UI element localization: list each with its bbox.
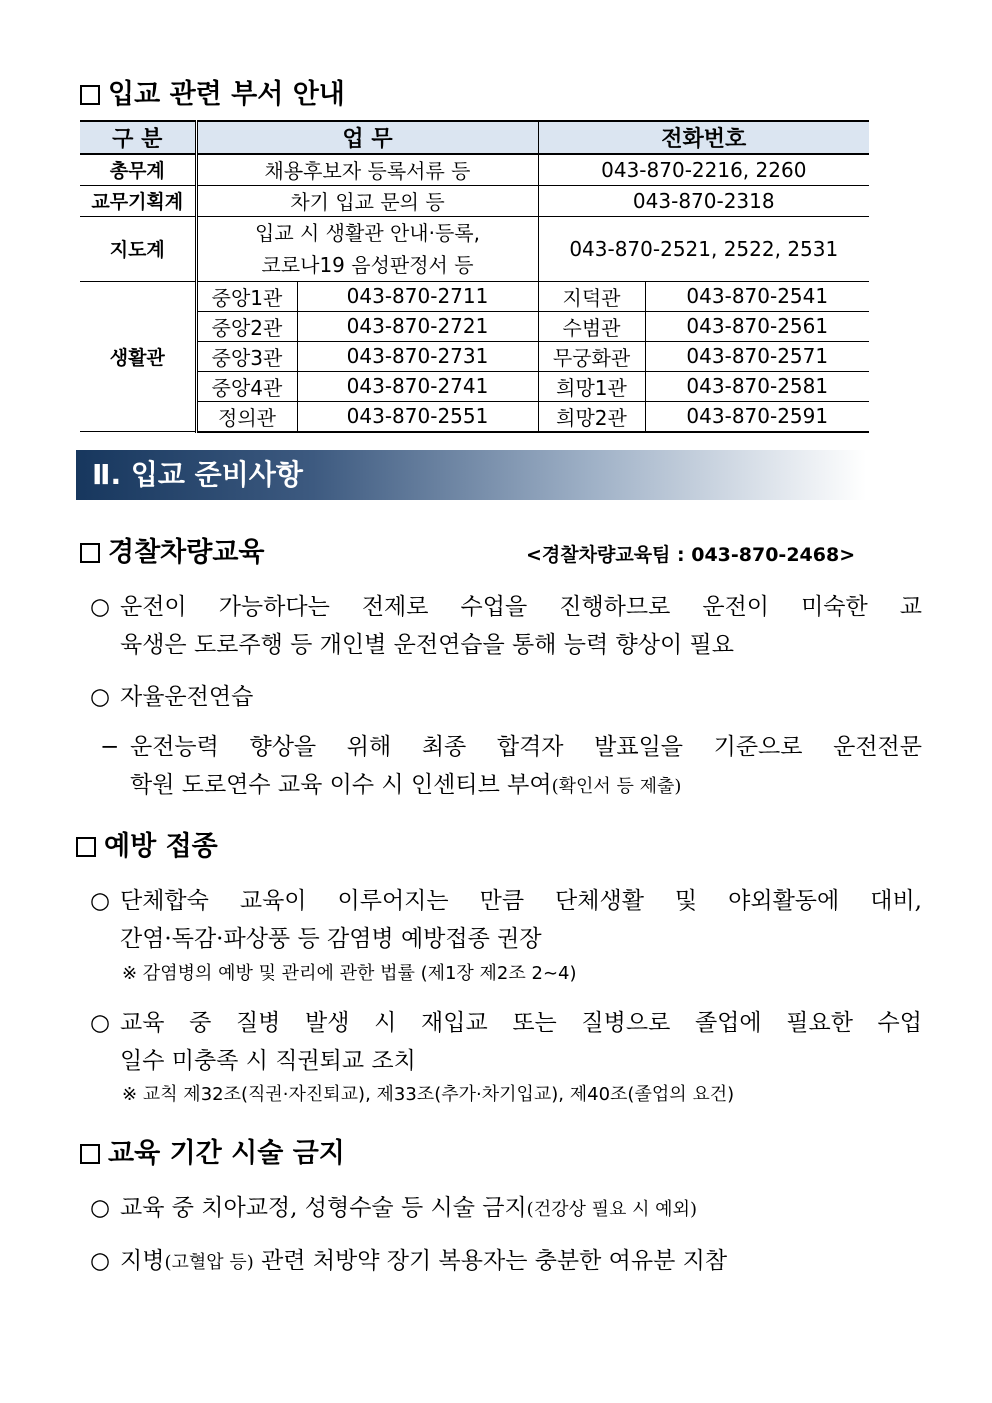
section-title: Ⅱ. 입교 준비사항 [92,458,303,491]
bullet-text: 자율운전연습 [120,684,254,710]
dorm-phone: 043-870-2551 [297,401,538,432]
bullet-text-continued: 간염·독감·파상풍 등 감염병 예방접종 권장 [120,926,542,952]
dorm-name: 중앙2관 [196,311,297,341]
task-line: 코로나19 음성판정서 등 [261,252,474,277]
section-title-bar [76,450,866,500]
dorm-phone: 043-870-2581 [645,371,869,401]
dash-text-main: 학원 도로연수 교육 이수 시 인센티브 부여 [130,772,552,798]
bullet-item [90,882,922,920]
task-cell: 차기 입교 문의 등 [196,185,538,216]
bullet-text-continued: 일수 미충족 시 직권퇴교 조치 [120,1048,416,1074]
checkbox-square-icon [80,1144,100,1164]
subheading-police-vehicle [80,536,265,570]
department-table [80,120,869,433]
subheading-vaccination [76,830,218,864]
bullet-item [90,1004,922,1042]
dorm-name: 희망2관 [538,401,645,432]
bullet-text: 지병 [120,1248,165,1274]
circle-bullet-icon: ○ [90,1010,111,1036]
bullet-text: 교육 중 치아교정, 성형수술 등 시술 금지 [120,1195,527,1221]
contact-info: <경찰차량교육팀 : 043-870-2468> [526,544,856,566]
dorm-phone: 043-870-2741 [297,371,538,401]
section-heading-text: 입교 관련 부서 안내 [108,79,345,110]
checkbox-square-icon [80,85,100,105]
dorm-phone: 043-870-2571 [645,341,869,371]
header-phone: 전화번호 [538,121,869,154]
task-cell [196,216,538,281]
bullet-item [90,1242,727,1282]
dorm-phone: 043-870-2721 [297,311,538,341]
category-cell: 생활관 [80,281,196,432]
dash-bullet-icon: − [100,734,120,760]
dash-text-continued [130,766,681,806]
dorm-phone: 043-870-2731 [297,341,538,371]
dorm-row [80,401,869,432]
section-heading-departments [80,78,345,112]
table-row [80,154,869,185]
dorm-row [80,341,869,371]
bullet-text-small: (고혈압 등) [164,1252,254,1273]
bullet-item [90,588,922,626]
header-category: 구 분 [80,121,196,154]
table-header-row [80,121,869,154]
dorm-phone: 043-870-2541 [645,281,869,311]
bullet-text-small: (건강상 필요 시 예외) [526,1199,697,1220]
dorm-row [80,281,869,311]
reference-note: ※ 교칙 제32조(직권·자진퇴교), 제33조(추가·차기입교), 제40조(졸업의 요건) [122,1084,735,1105]
dorm-name: 무궁화관 [538,341,645,371]
subheading-text: 교육 기간 시술 금지 [108,1138,345,1169]
header-task: 업 무 [196,121,538,154]
dorm-name: 수범관 [538,311,645,341]
bullet-text: 관련 처방약 장기 복용자는 충분한 여유분 지참 [253,1248,728,1274]
dorm-row [80,371,869,401]
circle-bullet-icon: ○ [90,594,111,620]
subheading-text: 예방 접종 [104,831,218,862]
subheading-text: 경찰차량교육 [108,537,265,568]
dorm-row [80,311,869,341]
circle-bullet-icon: ○ [90,888,111,914]
dorm-phone: 043-870-2591 [645,401,869,432]
phone-cell: 043-870-2216, 2260 [538,154,869,185]
circle-bullet-icon: ○ [90,1195,111,1221]
category-cell: 지도계 [80,216,196,281]
task-cell: 채용후보자 등록서류 등 [196,154,538,185]
dorm-name: 중앙1관 [196,281,297,311]
checkbox-square-icon [80,543,100,563]
dorm-phone: 043-870-2561 [645,311,869,341]
bullet-item [90,678,253,716]
subheading-procedure [80,1137,345,1171]
circle-bullet-icon: ○ [90,684,111,710]
bullet-text: 단체합숙 교육이 이루어지는 만큼 단체생활 및 야외활동에 대비, [120,888,922,914]
task-line: 입교 시 생활관 안내·등록, [255,220,480,245]
category-cell: 교무기획계 [80,185,196,216]
dash-item [100,728,922,766]
dash-text: 운전능력 향상을 위해 최종 합격자 발표일을 기준으로 운전전문 [130,734,922,760]
table-row [80,185,869,216]
dorm-name: 정의관 [196,401,297,432]
dash-text-small: (확인서 등 제출) [551,776,682,797]
category-cell: 총무계 [80,154,196,185]
dorm-name: 중앙3관 [196,341,297,371]
bullet-text-continued: 육생은 도로주행 등 개인별 운전연습을 통해 능력 향상이 필요 [120,632,734,658]
phone-cell: 043-870-2318 [538,185,869,216]
bullet-item [90,1189,697,1229]
dorm-name: 지덕관 [538,281,645,311]
dorm-name: 중앙4관 [196,371,297,401]
bullet-text: 운전이 가능하다는 전제로 수업을 진행하므로 운전이 미숙한 교 [120,594,922,620]
phone-cell: 043-870-2521, 2522, 2531 [538,216,869,281]
circle-bullet-icon: ○ [90,1248,111,1274]
checkbox-square-icon [76,837,96,857]
bullet-text: 교육 중 질병 발생 시 재입교 또는 질병으로 졸업에 필요한 수업 [120,1010,922,1036]
table-row [80,216,869,281]
reference-note: ※ 감염병의 예방 및 관리에 관한 법률 (제1장 제2조 2∼4) [122,963,577,984]
dorm-phone: 043-870-2711 [297,281,538,311]
dorm-name: 희망1관 [538,371,645,401]
